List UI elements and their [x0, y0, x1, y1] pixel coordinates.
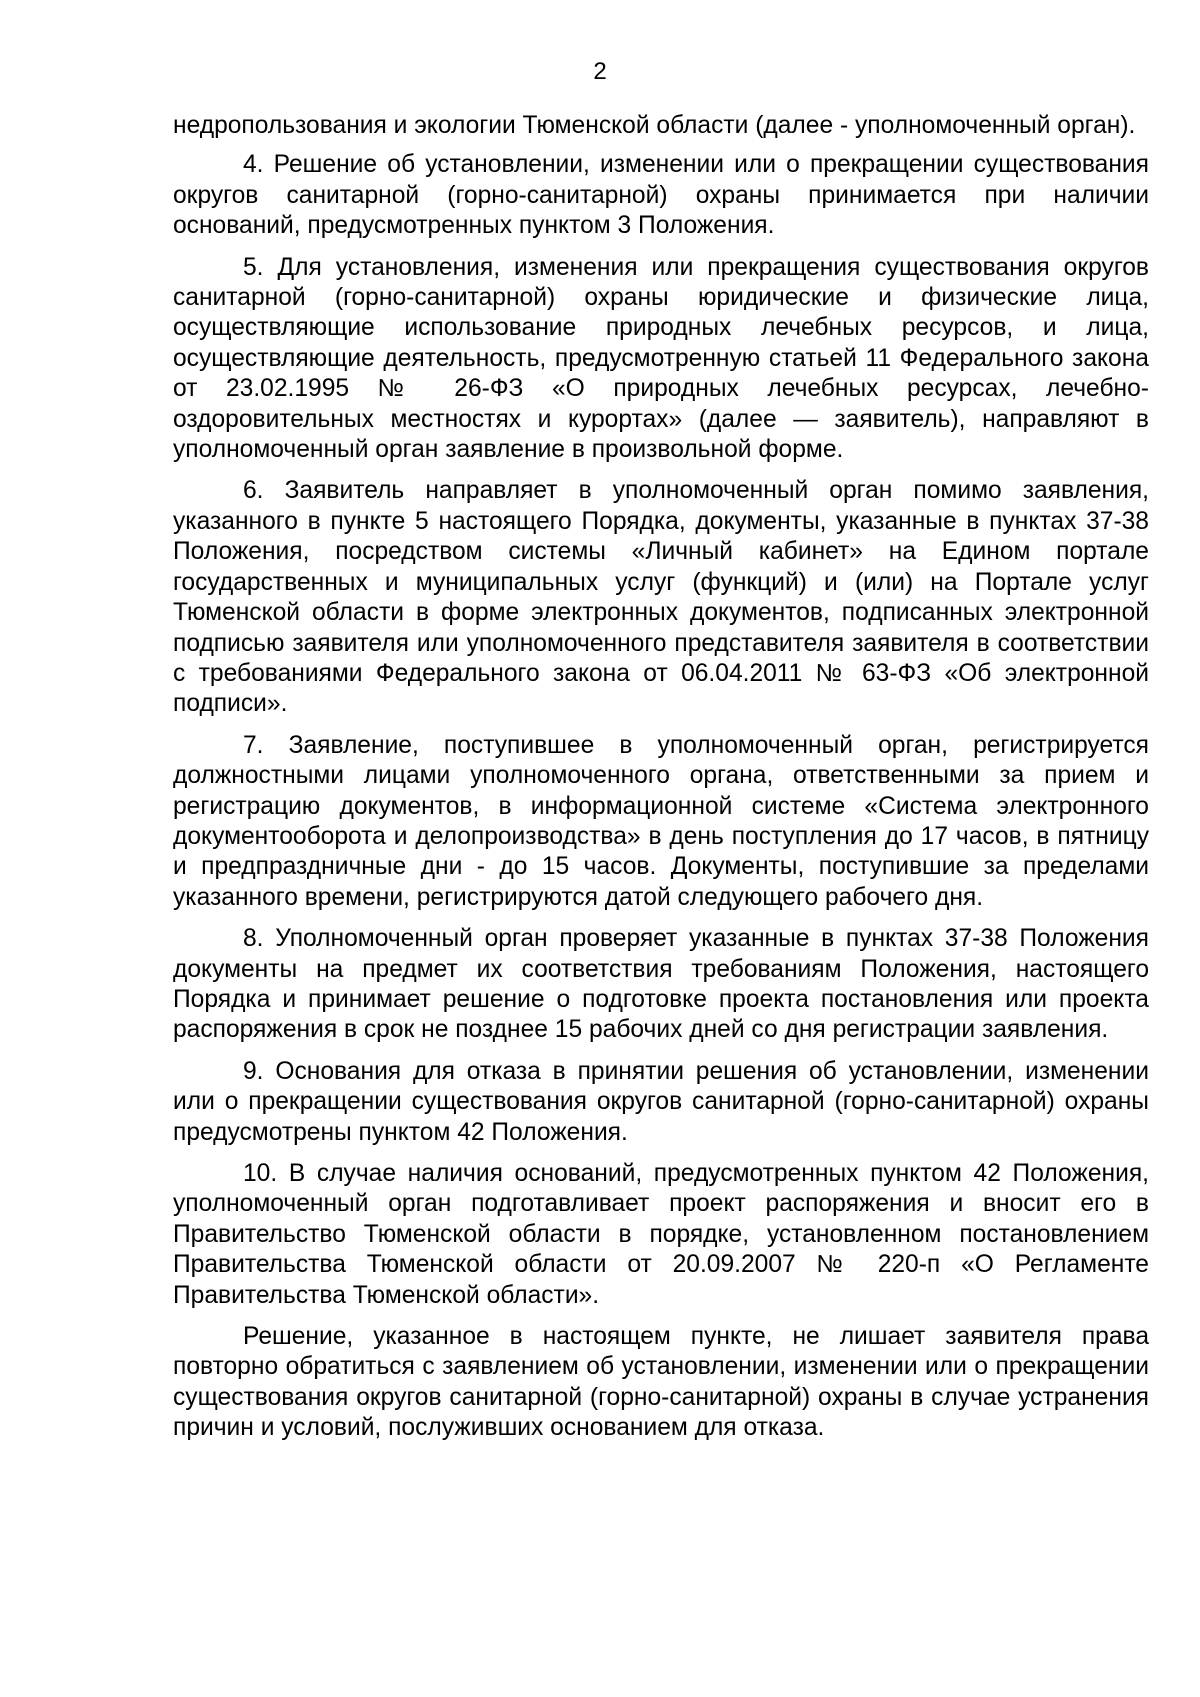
paragraph-continuation: недропользования и экологии Тюменской области (далее - уполномоченный орган). — [173, 112, 1136, 139]
paragraph-item-8: 8. Уполномоченный орган проверяет указанные в пунктах 37-38 Положения документы на предмет их соответствия требованиям Положения, настоящего Порядка и принимает решение о подготовке проекта постановления или проекта распоряжения в срок не позднее 15 рабочих дней со дня регистрации заявления. — [173, 925, 1149, 1044]
paragraph-item-6: 6. Заявитель направляет в уполномоченный орган помимо заявления, указанного в пункте 5 настоящего Порядка, документы, указанные в пунктах 37-38 Положения, посредством системы «Личный кабинет» на Едином портале государственных и муниципальных услуг (функций) и (или) на Портале услуг Тюменской области в форме электронных документов, подписанных электронной подписью заявителя или уполномоченного представителя заявителя в соответствии с требованиями Федерального закона от 06.04.2011 № 63-ФЗ «Об электронной подписи». — [173, 477, 1149, 718]
paragraph-item-10: 10. В случае наличия оснований, предусмотренных пунктом 42 Положения, уполномоченный орган подготавливает проект распоряжения и вносит его в Правительство Тюменской области в порядке, установленном постановлением Правительства Тюменской области от 20.09.2007 № 220-п «О Регламенте Правительства Тюменской области». — [173, 1160, 1149, 1309]
document-body — [173, 111, 1149, 1455]
paragraph-item-4: 4. Решение об установлении, изменении или о прекращении существования округов санитарной (горно-санитарной) охраны принимается при наличии оснований, предусмотренных пунктом 3 Положения. — [173, 151, 1149, 240]
page-number: 2 — [593, 58, 607, 85]
paragraph-item-7: 7. Заявление, поступившее в уполномоченный орган, регистрируется должностными лицами уполномоченного органа, ответственными за прием и регистрацию документов, в информационной системе «Система электронного документооборота и делопроизводства» в день поступления до 17 часов, в пятницу и предпраздничные дни - до 15 часов. Документы, поступившие за пределами указанного времени, регистрируются датой следующего рабочего дня. — [173, 731, 1149, 911]
paragraph-item-9: 9. Основания для отказа в принятии решения об установлении, изменении или о прекращении существования округов санитарной (горно-санитарной) охраны предусмотрены пунктом 42 Положения. — [173, 1057, 1149, 1146]
paragraph-item-5: 5. Для установления, изменения или прекращения существования округов санитарной (горно-санитарной) охраны юридические и физические лица, осуществляющие использование природных лечебных ресурсов, и лица, осуществляющие деятельность, предусмотренную статьей 11 Федерального закона от 23.02.1995 № 26-ФЗ «О природных лечебных ресурсах, лечебно-оздоровительных местностях и курортах» (далее — заявитель), направляют в уполномоченный орган заявление в произвольной форме. — [173, 253, 1149, 464]
paragraph-item-10-note: Решение, указанное в настоящем пункте, не лишает заявителя права повторно обратиться с заявлением об установлении, изменении или о прекращении существования округов санитарной (горно-санитарной) охраны в случае устранения причин и условий, послуживших основанием для отказа. — [173, 1323, 1149, 1442]
